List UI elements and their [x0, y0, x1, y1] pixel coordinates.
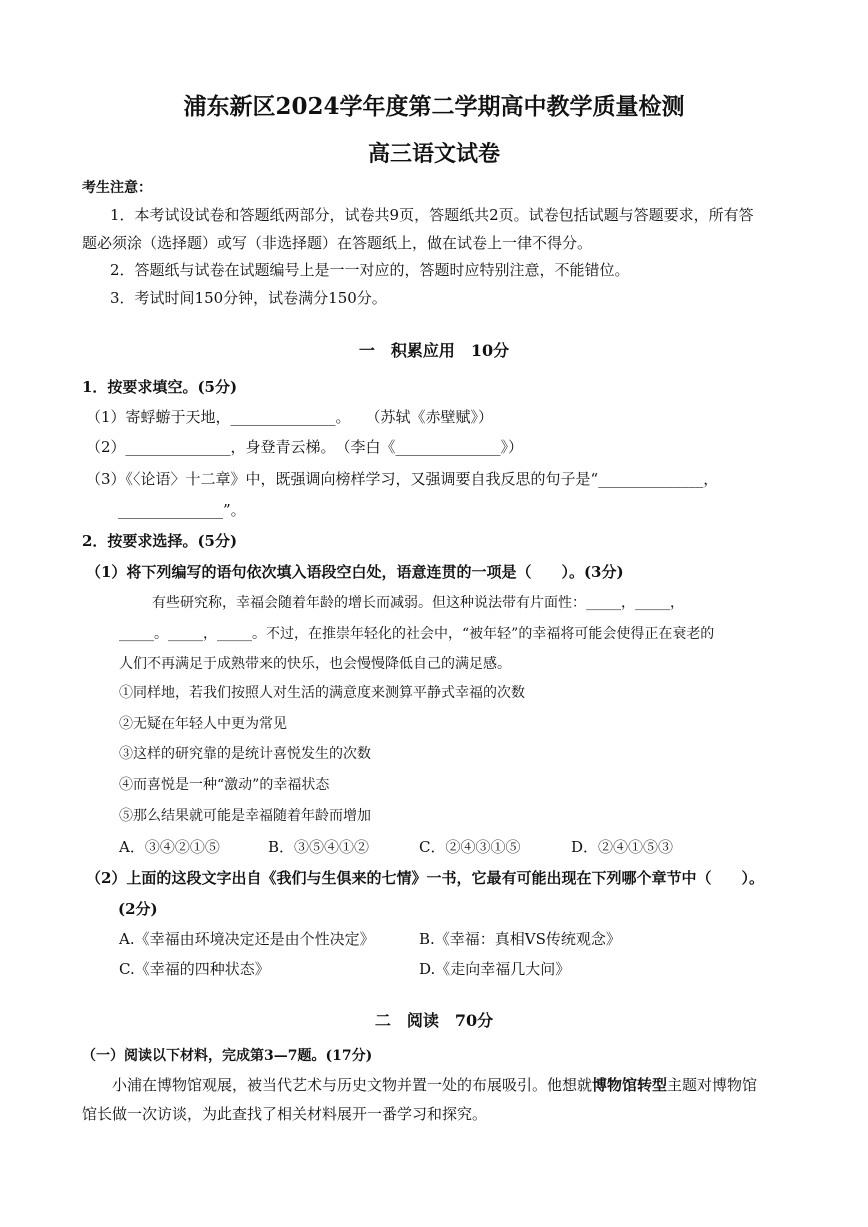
notice-item-1-line-1: 1．本考试设试卷和答题纸两部分，试卷共9页，答题纸共2页。试卷包括试题与答题要求，所有答 [110, 206, 754, 224]
question-1-stem: 1．按要求填空。(5分) [82, 378, 238, 396]
question-2-sub-2-stem-line-1: （2）上面的这段文字出自《我们与生俱来的七情》一书，它最有可能出现在下列哪个章节中（ ）。 [86, 869, 764, 887]
section-1-heading: 一 积累应用 10分 [358, 341, 510, 360]
notice-heading: 考生注意： [82, 180, 152, 196]
question-2-sub-2-stem-line-2: (2分) [118, 900, 158, 918]
reading-intro-line-1 [112, 1075, 757, 1095]
sub-1-option-b: B．③⑤④①② [268, 838, 370, 856]
notice-item-2: 2．答题纸与试卷在试题编号上是一一对应的，答题时应特别注意，不能错位。 [110, 261, 630, 279]
reading-intro-keyword: 博物馆转型 [592, 1076, 668, 1094]
passage-line-1: 有些研究称，幸福会随着年龄的增长而减弱。但这种说法带有片面性：_____，_____， [152, 595, 684, 611]
sentence-3: ③这样的研究靠的是统计喜悦发生的次数 [119, 746, 371, 762]
notice-item-3: 3．考试时间150分钟，试卷满分150分。 [110, 289, 387, 307]
reading-part-1-stem: （一）阅读以下材料，完成第3—7题。(17分) [82, 1048, 373, 1064]
sub-1-option-d: D．②④①⑤③ [571, 838, 674, 856]
reading-intro-text-b: 主题对博物馆 [667, 1076, 758, 1094]
sub-2-option-d: D.《走向幸福几大问》 [419, 960, 571, 978]
reading-intro-text-a: 小浦在博物馆观展，被当代艺术与历史文物并置一处的布展吸引。他想就 [112, 1076, 593, 1094]
sub-2-option-a: A.《幸福由环境决定还是由个性决定》 [119, 930, 375, 948]
exam-subtitle: 高三语文试卷 [367, 141, 500, 167]
question-1-part-2: （2）______________，身登青云梯。 （李白《______________》） [86, 438, 524, 456]
question-1-part-3-line-1: （3）《〈论语〉十二章》中，既强调向榜样学习，又强调要自我反思的句子是“______________， [86, 470, 719, 488]
sentence-1: ①同样地，若我们按照人对生活的满意度来测算平静式幸福的次数 [119, 685, 525, 701]
reading-intro-line-2: 馆长做一次访谈，为此查找了相关材料展开一番学习和探究。 [82, 1105, 488, 1123]
sub-1-option-a: A．③④②①⑤ [119, 838, 220, 856]
section-2-heading: 二 阅读 70分 [374, 1011, 494, 1030]
sentence-4: ④而喜悦是一种“激动”的幸福状态 [119, 777, 330, 793]
exam-title: 浦东新区2024学年度第二学期高中教学质量检测 [183, 93, 685, 120]
sub-2-option-b: B.《幸福：真相VS传统观念》 [419, 930, 621, 948]
sentence-5: ⑤那么结果就可能是幸福随着年龄而增加 [119, 808, 371, 824]
question-2-stem: 2．按要求选择。(5分) [82, 532, 238, 550]
passage-line-2: _____。_____，_____。不过，在推崇年轻化的社会中，“被年轻”的幸福将可能会使得正在衰老的 [119, 626, 715, 642]
sentence-2: ②无疑在年轻人中更为常见 [119, 716, 287, 732]
sub-2-option-c: C.《幸福的四种状态》 [119, 960, 270, 978]
question-2-sub-1-stem: （1）将下列编写的语句依次填入语段空白处，语意连贯的一项是（ ）。(3分) [86, 563, 624, 581]
question-1-part-3-line-2: ______________”。 [118, 501, 246, 519]
sub-1-option-c: C．②④③①⑤ [419, 838, 521, 856]
passage-line-3: 人们不再满足于成熟带来的快乐，也会慢慢降低自己的满足感。 [119, 656, 511, 672]
question-1-part-1: （1）寄蜉蝣于天地，______________。 （苏轼《赤壁赋》） [86, 408, 494, 426]
notice-item-1-line-2: 题必须涂（选择题）或写（非选择题）在答题纸上，做在试卷上一律不得分。 [82, 234, 593, 252]
